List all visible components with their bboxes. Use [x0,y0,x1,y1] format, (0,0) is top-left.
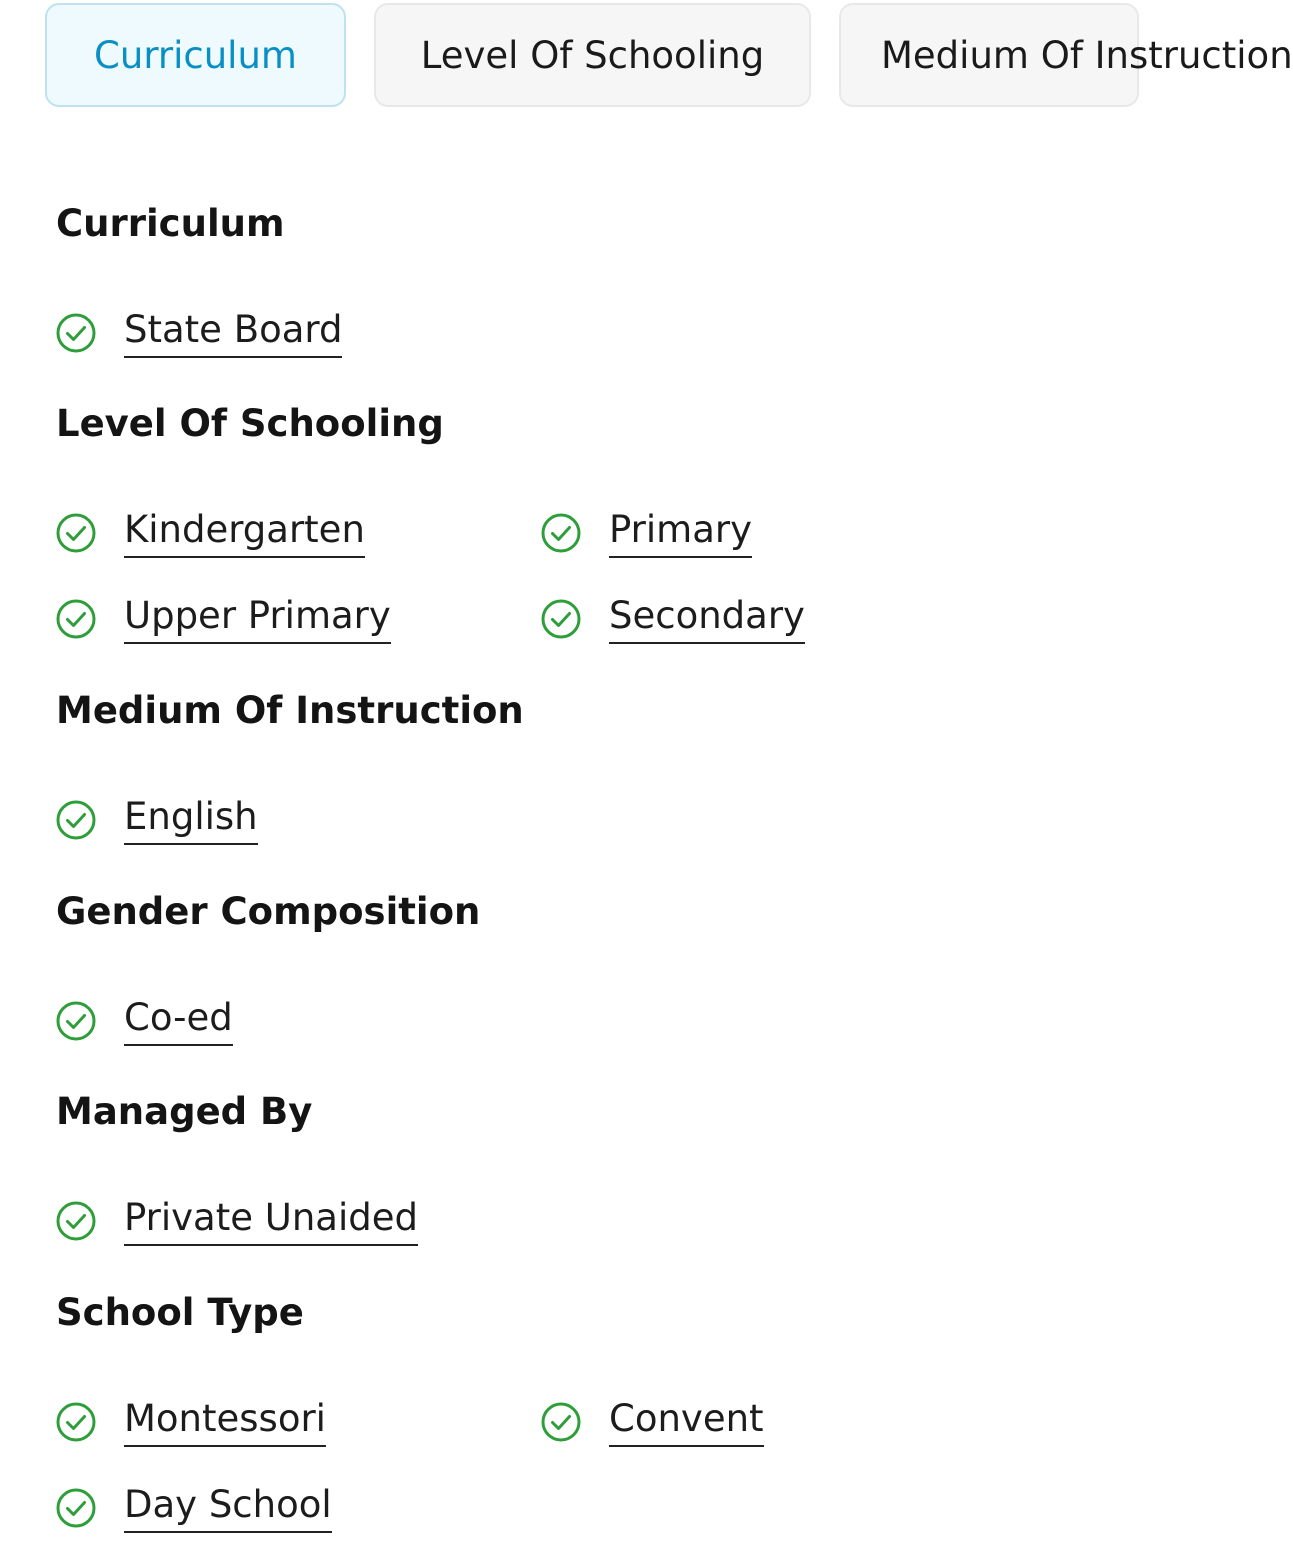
check-circle-icon [56,599,96,639]
list-item-label[interactable]: Primary [609,508,752,558]
gender-composition-list [56,978,1036,1064]
section-school-type [56,1291,1056,1551]
managed-by-list [56,1178,1036,1264]
list-item [56,490,541,576]
check-circle-icon [56,1402,96,1442]
level-of-schooling-list [56,490,1036,662]
list-item-label[interactable]: Upper Primary [124,594,391,644]
list-item-label[interactable]: Private Unaided [124,1196,418,1246]
list-item-label[interactable]: Secondary [609,594,805,644]
section-curriculum [56,202,1056,376]
list-item [56,1379,541,1465]
check-circle-icon [56,1488,96,1528]
check-circle-icon [56,513,96,553]
section-medium-of-instruction [56,689,1056,863]
list-item-label[interactable]: English [124,795,258,845]
list-item-label[interactable]: State Board [124,308,342,358]
list-item [56,290,541,376]
tab-level-of-schooling[interactable]: Level Of Schooling [374,3,811,107]
section-title-curriculum: Curriculum [56,202,285,245]
list-item [541,576,1026,662]
curriculum-list [56,290,1036,376]
section-level-of-schooling [56,402,1056,662]
check-circle-icon [56,1001,96,1041]
filter-tabs [45,3,1293,107]
school-type-list [56,1379,1036,1551]
check-circle-icon [56,1201,96,1241]
list-item-label[interactable]: Co-ed [124,996,233,1046]
tab-curriculum[interactable]: Curriculum [45,3,346,107]
list-item-label[interactable]: Montessori [124,1397,326,1447]
tab-medium-of-instruction[interactable]: Medium Of Instruction [839,3,1139,107]
section-title-medium-of-instruction: Medium Of Instruction [56,689,524,732]
list-item-label[interactable]: Kindergarten [124,508,365,558]
medium-of-instruction-list [56,777,1036,863]
check-circle-icon [541,1402,581,1442]
check-circle-icon [541,599,581,639]
list-item [56,576,541,662]
list-item [56,1465,541,1551]
list-item-label[interactable]: Day School [124,1483,332,1533]
section-managed-by [56,1090,1056,1264]
list-item [541,490,1026,576]
list-item-label[interactable]: Convent [609,1397,764,1447]
section-title-school-type: School Type [56,1291,304,1334]
list-item [56,777,541,863]
section-title-gender-composition: Gender Composition [56,890,481,933]
check-circle-icon [56,313,96,353]
check-circle-icon [56,800,96,840]
list-item [56,978,541,1064]
list-item [541,1379,1026,1465]
check-circle-icon [541,513,581,553]
section-title-level-of-schooling: Level Of Schooling [56,402,444,445]
list-item [56,1178,541,1264]
section-title-managed-by: Managed By [56,1090,313,1133]
section-gender-composition [56,890,1056,1064]
